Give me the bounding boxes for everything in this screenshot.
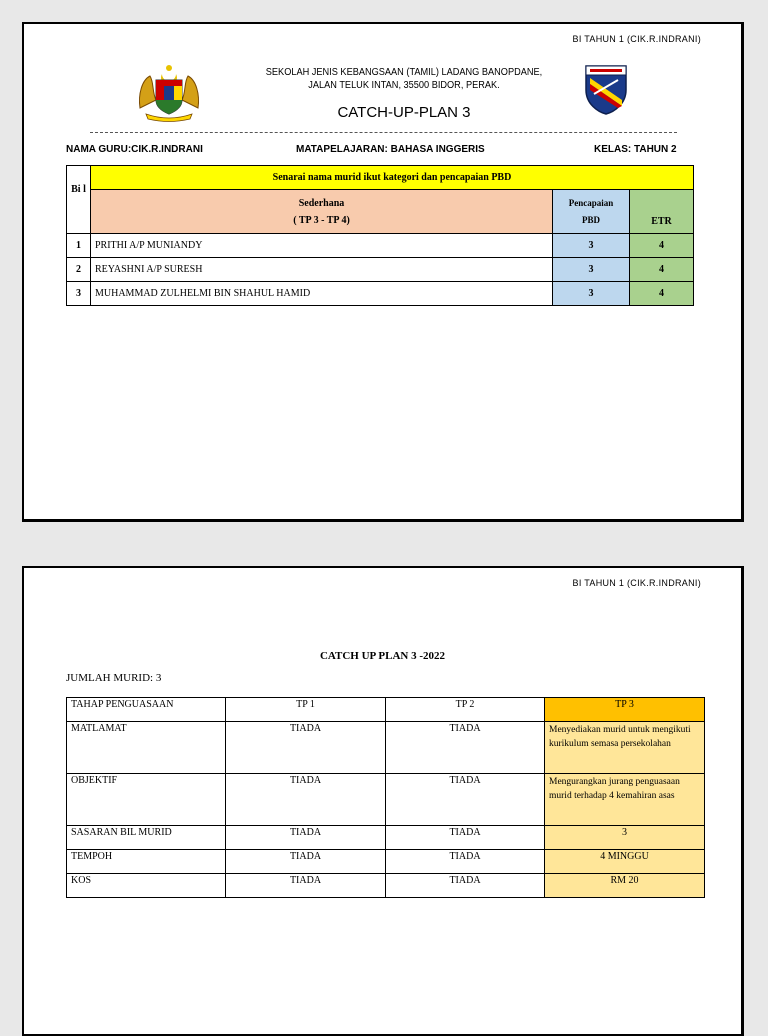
table-row [67, 874, 705, 898]
row-label: TEMPOH [67, 850, 226, 874]
table-row [67, 234, 694, 258]
tp1-cell: TIADA [226, 874, 386, 898]
tp3-cell: Menyediakan murid untuk mengikuti kurikulum semasa persekolahan [545, 722, 705, 774]
student-name: MUHAMMAD ZULHELMI BIN SHAHUL HAMID [91, 282, 553, 306]
student-pbd-table [66, 165, 694, 306]
tp1-cell: TIADA [226, 850, 386, 874]
row-label: SASARAN BIL MURID [67, 826, 226, 850]
school-name [220, 66, 588, 92]
divider [90, 132, 677, 133]
malaysia-coat-of-arms-icon [136, 64, 202, 122]
teacher-name: NAMA GURU:CIK.R.INDRANI [66, 144, 203, 155]
pencapaian-line-1: Pencapaian [568, 197, 614, 208]
document-page-1 [22, 22, 744, 522]
tp2-cell: TIADA [386, 722, 545, 774]
table-banner: Senarai nama murid ikut kategori dan pencapaian PBD [91, 166, 694, 190]
tp3-cell: 4 MINGGU [545, 850, 705, 874]
row-label: MATLAMAT [67, 722, 226, 774]
page-header-label: BI TAHUN 1 (CIK.R.INDRANI) [572, 34, 701, 44]
catch-up-plan-table [66, 697, 705, 898]
class-name: KELAS: TAHUN 2 [594, 144, 677, 155]
bil-header: Bi l [67, 166, 91, 234]
pencapaian-header [553, 190, 630, 234]
plan-title: CATCH-UP-PLAN 3 [337, 104, 471, 121]
pbd-value: 3 [553, 282, 630, 306]
row-label: KOS [67, 874, 226, 898]
table-row [67, 258, 694, 282]
document-page-2 [22, 566, 744, 1036]
student-name: REYASHNI A/P SURESH [91, 258, 553, 282]
tp3-cell: 3 [545, 826, 705, 850]
tp3-cell: RM 20 [545, 874, 705, 898]
tp2-cell: TIADA [386, 826, 545, 850]
tp2-cell: TIADA [386, 774, 545, 826]
row-number: 1 [67, 234, 91, 258]
student-count: JUMLAH MURID: 3 [66, 672, 162, 684]
column-header: TP 2 [386, 698, 545, 722]
pbd-value: 3 [553, 258, 630, 282]
school-name-line-2: JALAN TELUK INTAN, 35500 BIDOR, PERAK. [308, 80, 500, 91]
page-header-label: BI TAHUN 1 (CIK.R.INDRANI) [572, 578, 701, 588]
etr-header: ETR [630, 190, 694, 234]
tp3-cell: Mengurangkan jurang penguasaan murid terhadap 4 kemahiran asas [545, 774, 705, 826]
column-header: TAHAP PENGUASAAN [67, 698, 226, 722]
row-label: OBJEKTIF [67, 774, 226, 826]
table-row [67, 722, 705, 774]
school-name-line-1: SEKOLAH JENIS KEBANGSAAN (TAMIL) LADANG BANOPDANE, [265, 67, 543, 78]
column-header: TP 3 [545, 698, 705, 722]
category-line-1: Sederhana [298, 197, 345, 209]
category-line-2: ( TP 3 - TP 4) [293, 214, 350, 226]
column-header: TP 1 [226, 698, 386, 722]
tp2-cell: TIADA [386, 874, 545, 898]
table-row [67, 850, 705, 874]
row-number: 2 [67, 258, 91, 282]
etr-value: 4 [630, 234, 694, 258]
tp2-cell: TIADA [386, 850, 545, 874]
category-header [91, 190, 553, 234]
table-row [67, 826, 705, 850]
pbd-value: 3 [553, 234, 630, 258]
tp1-cell: TIADA [226, 826, 386, 850]
student-name: PRITHI A/P MUNIANDY [91, 234, 553, 258]
pencapaian-line-2: PBD [582, 214, 600, 225]
plan-title: CATCH UP PLAN 3 -2022 [319, 650, 446, 662]
subject-name: MATAPELAJARAN: BAHASA INGGERIS [296, 144, 485, 155]
table-row [67, 282, 694, 306]
etr-value: 4 [630, 282, 694, 306]
row-number: 3 [67, 282, 91, 306]
table-row [67, 774, 705, 826]
tp1-cell: TIADA [226, 774, 386, 826]
tp1-cell: TIADA [226, 722, 386, 774]
table-header-row [67, 698, 705, 722]
etr-value: 4 [630, 258, 694, 282]
